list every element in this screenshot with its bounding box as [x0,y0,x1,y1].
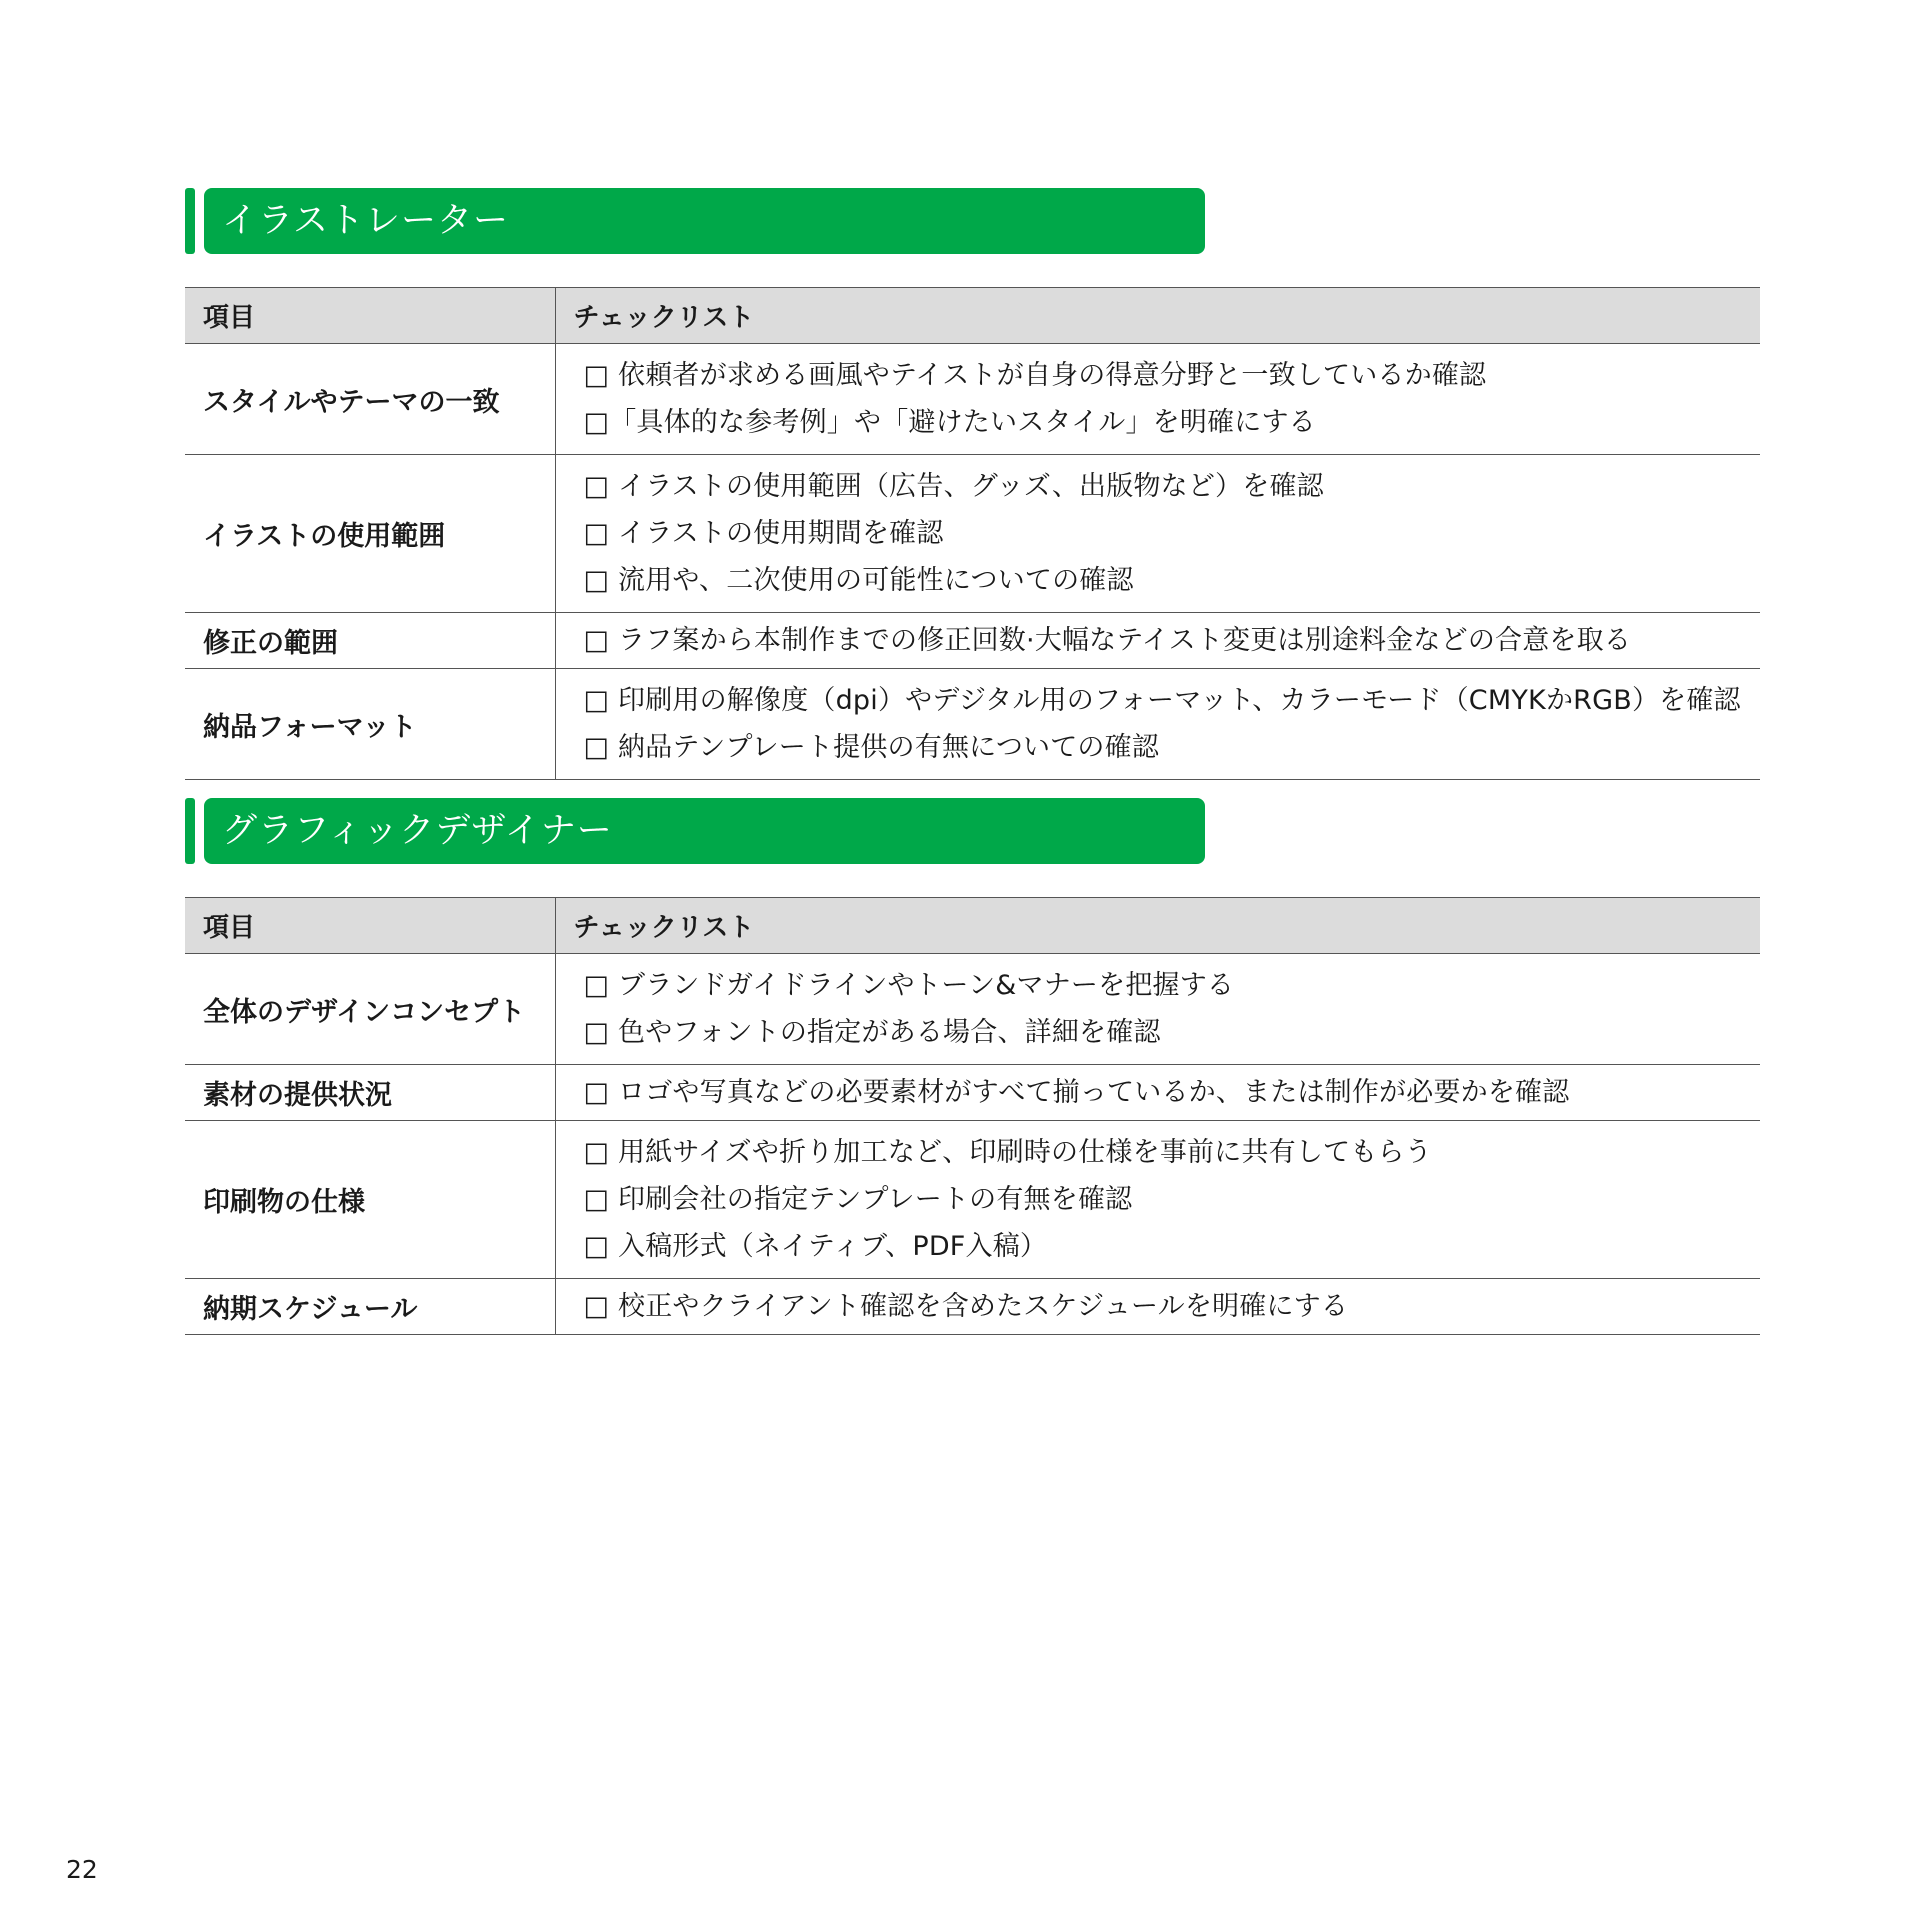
row-checks [555,1279,1760,1335]
accent-bar [185,188,195,254]
table-row [185,1065,1760,1121]
section-illustrator [185,188,1760,763]
check-item[interactable]: □ 入稿形式（ネイティブ、PDF入稿） [583,1231,1048,1262]
row-checks [555,669,1760,780]
table-row [185,1279,1760,1335]
table-row [185,613,1760,669]
table-row [185,954,1760,1065]
row-item: 全体のデザインコンセプト [185,954,555,1065]
check-item[interactable]: □ 用紙サイズや折り加工など、印刷時の仕様を事前に共有してもらう [583,1137,1432,1168]
column-header-checklist: チェックリスト [555,898,1760,954]
check-item[interactable]: □ イラストの使用範囲（広告、グッズ、出版物など）を確認 [583,471,1324,502]
section-title: グラフィックデザイナー [204,798,1205,864]
row-checks [555,954,1760,1065]
table-row [185,1121,1760,1279]
check-item[interactable]: □ 流用や、二次使用の可能性についての確認 [583,565,1134,596]
check-item[interactable]: □ 印刷会社の指定テンプレートの有無を確認 [583,1184,1133,1215]
row-item: イラストの使用範囲 [185,455,555,613]
row-checks [555,1121,1760,1279]
section-header [185,798,1205,864]
check-item[interactable]: □ イラストの使用期間を確認 [583,518,944,549]
row-item: スタイルやテーマの一致 [185,344,555,455]
row-checks [555,455,1760,613]
check-item[interactable]: □ 依頼者が求める画風やテイストが自身の得意分野と一致しているか確認 [583,360,1487,391]
row-item: 修正の範囲 [185,613,555,669]
check-item[interactable]: □ 校正やクライアント確認を含めたスケジュールを明確にする [583,1291,1349,1322]
row-checks [555,344,1760,455]
check-item[interactable]: □ ブランドガイドラインやトーン&マナーを把握する [583,970,1235,1001]
section-graphic-designer [185,798,1760,1325]
row-checks [555,613,1760,669]
check-item[interactable]: □ 印刷用の解像度（dpi）やデジタル用のフォーマット、カラーモード（CMYKかRGB）を確認 [583,685,1741,716]
check-item[interactable]: □ ラフ案から本制作までの修正回数·大幅なテイスト変更は別途料金などの合意を取る [583,625,1632,656]
page-number: 22 [66,1855,98,1884]
column-header-item: 項目 [185,288,555,344]
check-item[interactable]: □ 色やフォントの指定がある場合、詳細を確認 [583,1017,1161,1048]
check-item[interactable]: □ 納品テンプレート提供の有無についての確認 [583,732,1160,763]
table-header-row [185,288,1760,344]
section-title: イラストレーター [204,188,1205,254]
table-row [185,455,1760,613]
table-row [185,669,1760,780]
section-header [185,188,1205,254]
check-item[interactable]: □ ロゴや写真などの必要素材がすべて揃っているか、または制作が必要かを確認 [583,1077,1570,1108]
checklist-table [185,897,1760,1335]
row-item: 納期スケジュール [185,1279,555,1335]
table-header-row [185,898,1760,954]
column-header-item: 項目 [185,898,555,954]
checklist-table [185,287,1760,780]
row-item: 印刷物の仕様 [185,1121,555,1279]
column-header-checklist: チェックリスト [555,288,1760,344]
check-item[interactable]: □「具体的な参考例」や「避けたいスタイル」を明確にする [583,407,1316,438]
row-item: 納品フォーマット [185,669,555,780]
accent-bar [185,798,195,864]
row-item: 素材の提供状況 [185,1065,555,1121]
row-checks [555,1065,1760,1121]
table-row [185,344,1760,455]
